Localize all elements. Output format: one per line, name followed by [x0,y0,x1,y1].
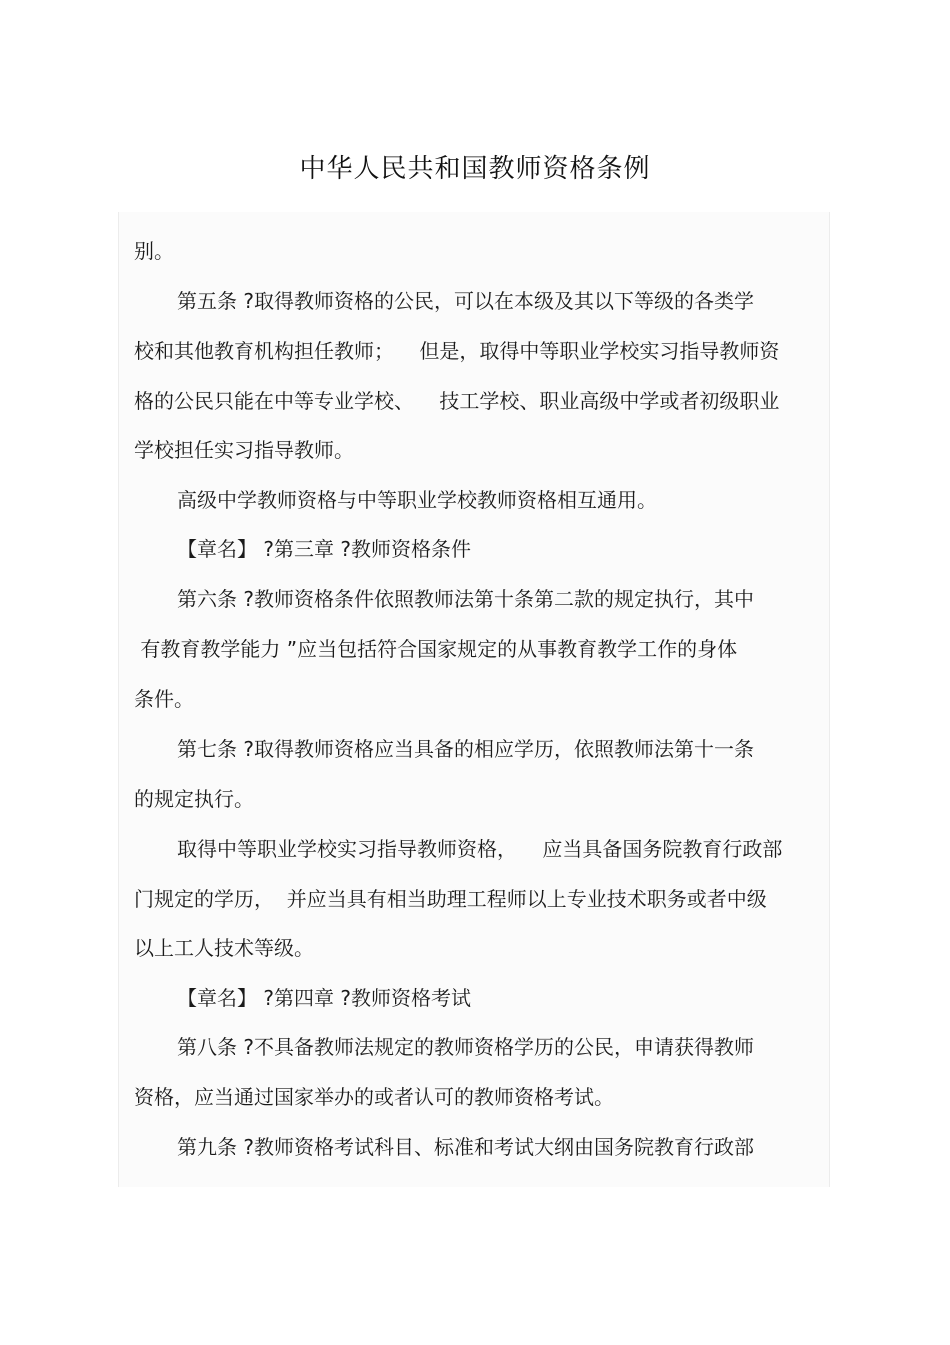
article-7-paragraph: 第七条 ?取得教师资格应当具备的相应学历，依照教师法第十一条 [177,737,754,761]
text-line: 有教育教学能力 ”应当包括符合国家规定的从事教育教学工作的身体 [134,637,738,661]
text-line: 条件。 [134,687,194,711]
text-line: 以上工人技术等级。 [134,936,314,960]
page-title: 中华人民共和国教师资格条例 [299,154,651,184]
text-line: 校和其他教育机构担任教师； 但是，取得中等职业学校实习指导教师资 [134,339,780,363]
paragraph: 取得中等职业学校实习指导教师资格， 应当具备国务院教育行政部 [177,837,783,861]
article-9-paragraph: 第九条 ?教师资格考试科目、标准和考试大纲由国务院教育行政部 [177,1135,754,1159]
text-line: 的规定执行。 [134,787,254,811]
chapter-heading: 【章名】 ?第三章 ?教师资格条件 [177,537,471,561]
text-line: 格的公民只能在中等专业学校、 技工学校、职业高级中学或者初级职业 [134,389,780,413]
document-body [118,212,830,1187]
article-5-paragraph: 第五条 ?取得教师资格的公民，可以在本级及其以下等级的各类学 [177,289,754,313]
text-line: 别。 [134,239,174,263]
paragraph: 高级中学教师资格与中等职业学校教师资格相互通用。 [177,488,657,512]
text-line: 资格，应当通过国家举办的或者认可的教师资格考试。 [134,1085,614,1109]
chapter-heading: 【章名】 ?第四章 ?教师资格考试 [177,986,471,1010]
text-line: 门规定的学历， 并应当具有相当助理工程师以上专业技术职务或者中级 [134,887,767,911]
text-line: 学校担任实习指导教师。 [134,438,354,462]
article-8-paragraph: 第八条 ?不具备教师法规定的教师资格学历的公民，申请获得教师 [177,1035,754,1059]
article-6-paragraph: 第六条 ?教师资格条件依照教师法第十条第二款的规定执行，其中 [177,587,754,611]
